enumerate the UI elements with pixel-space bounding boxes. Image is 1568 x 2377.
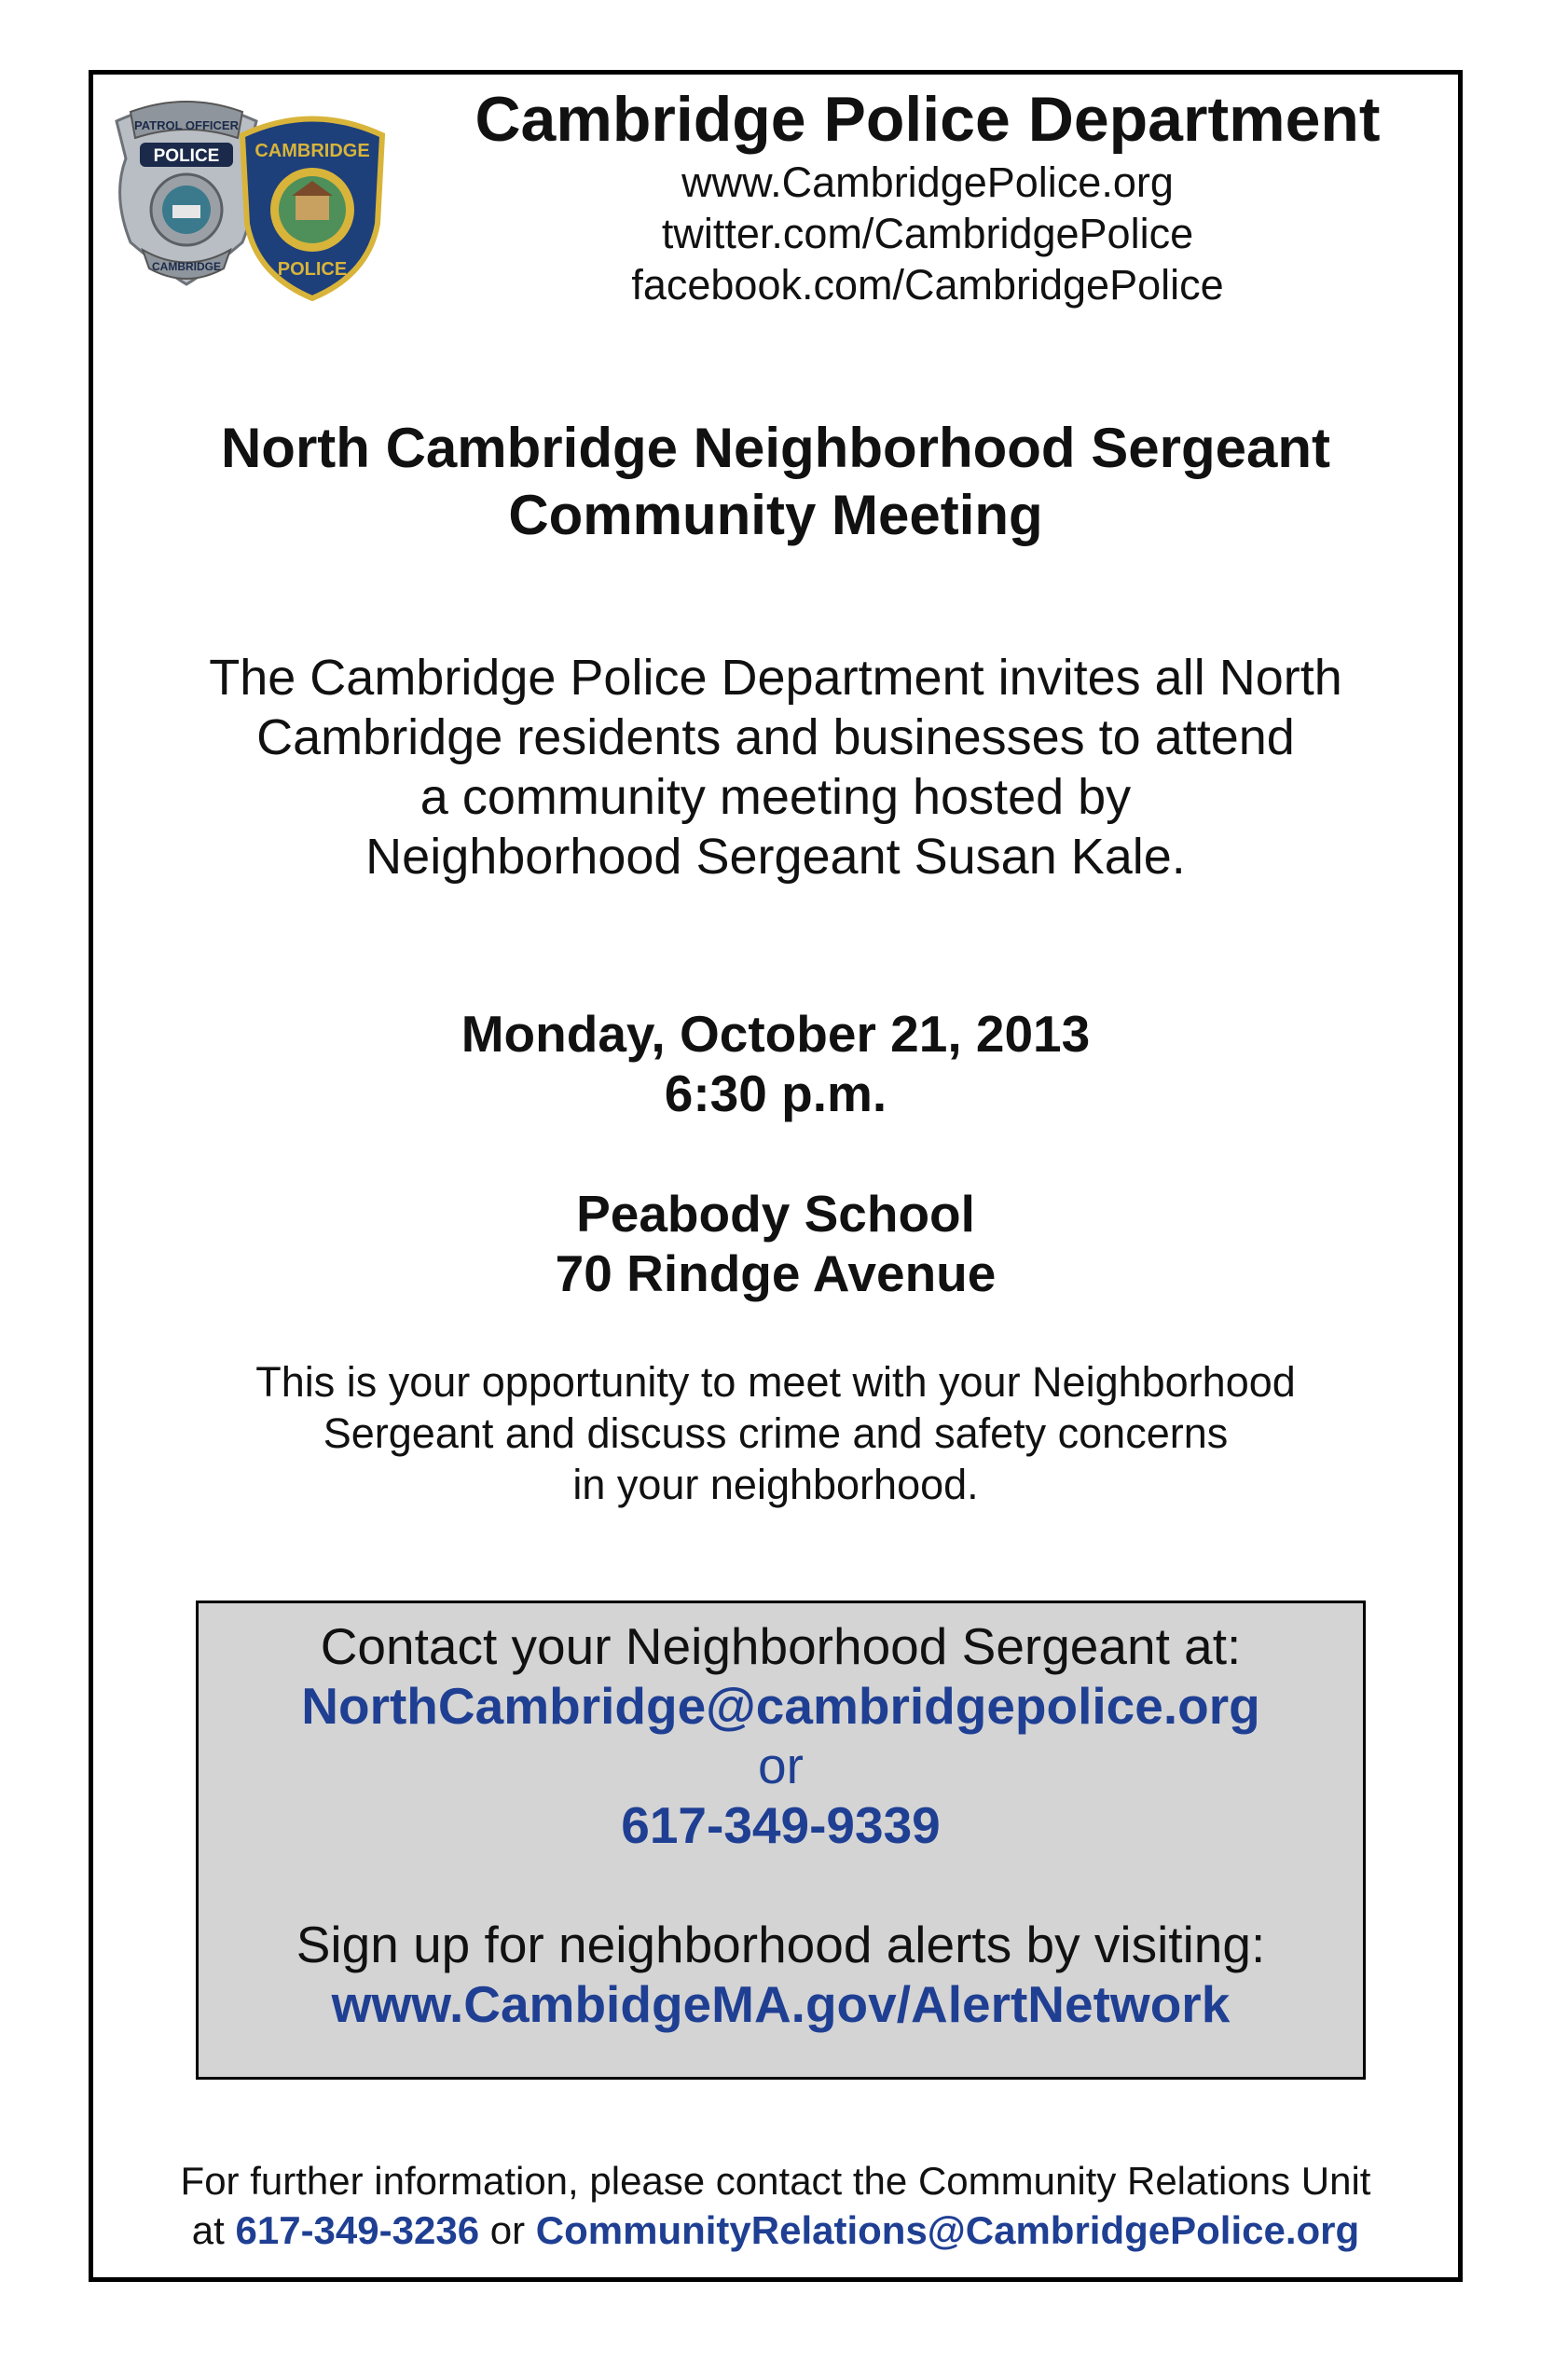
- alerts-label: Sign up for neighborhood alerts by visiting:: [296, 1916, 1266, 1973]
- alerts-url-link[interactable]: www.CambidgeMA.gov/AlertNetwork: [331, 1975, 1231, 2033]
- footer-email-link[interactable]: CommunityRelations@CambridgePolice.org: [535, 2208, 1360, 2252]
- contact-or: or: [758, 1737, 804, 1794]
- meeting-title-line1: North Cambridge Neighborhood Sergeant: [220, 417, 1331, 479]
- svg-text:CAMBRIDGE: CAMBRIDGE: [254, 141, 370, 161]
- opportunity-line1: This is your opportunity to meet with your Neighborhood: [255, 1358, 1296, 1406]
- meeting-title: [93, 415, 1458, 549]
- footer-line1: For further information, please contact the Community Relations Unit: [180, 2159, 1371, 2203]
- cambridge-police-patch-icon: [242, 119, 382, 299]
- footer-at: at: [191, 2208, 225, 2252]
- intro-line1: The Cambridge Police Department invites all North: [209, 650, 1342, 706]
- meeting-title-line2: Community Meeting: [508, 484, 1043, 546]
- police-badges: [98, 84, 387, 308]
- event-date: Monday, October 21, 2013: [461, 1005, 1091, 1063]
- footer-line2: [93, 2205, 1458, 2255]
- event-location: [93, 1184, 1458, 1303]
- opportunity-paragraph: [93, 1356, 1458, 1510]
- intro-line3: a community meeting hosted by: [420, 769, 1132, 825]
- contact-spacer: [199, 1855, 1363, 1915]
- patrol-officer-badge-icon: [117, 102, 256, 284]
- svg-text:POLICE: POLICE: [153, 146, 220, 166]
- event-datetime: [93, 1004, 1458, 1123]
- svg-text:POLICE: POLICE: [277, 259, 348, 280]
- opportunity-line2: Sergeant and discuss crime and safety concerns: [323, 1409, 1229, 1457]
- intro-paragraph: [93, 648, 1458, 886]
- opportunity-line3: in your neighborhood.: [572, 1461, 979, 1508]
- facebook-link[interactable]: facebook.com/CambridgePolice: [631, 261, 1224, 309]
- department-header: [410, 82, 1445, 310]
- intro-line4: Neighborhood Sergeant Susan Kale.: [365, 829, 1186, 885]
- twitter-link[interactable]: twitter.com/CambridgePolice: [661, 210, 1194, 257]
- footer-phone-link[interactable]: 617-349-3236: [235, 2208, 480, 2252]
- contact-phone-link[interactable]: 617-349-9339: [621, 1796, 941, 1854]
- event-address: 70 Rindge Avenue: [555, 1244, 997, 1302]
- svg-text:PATROL OFFICER: PATROL OFFICER: [134, 118, 239, 132]
- contact-box: [196, 1601, 1366, 2080]
- footer-or: or: [489, 2208, 526, 2252]
- intro-line2: Cambridge residents and businesses to attend: [256, 709, 1295, 765]
- footer-info: [93, 2156, 1458, 2255]
- website-link[interactable]: www.CambridgePolice.org: [681, 158, 1174, 206]
- contact-label: Contact your Neighborhood Sergeant at:: [320, 1617, 1242, 1675]
- department-title: Cambridge Police Department: [475, 84, 1381, 155]
- svg-text:CAMBRIDGE: CAMBRIDGE: [152, 260, 221, 273]
- contact-email-link[interactable]: NorthCambridge@cambridgepolice.org: [301, 1677, 1260, 1735]
- event-venue: Peabody School: [576, 1185, 975, 1243]
- event-time: 6:30 p.m.: [664, 1065, 887, 1122]
